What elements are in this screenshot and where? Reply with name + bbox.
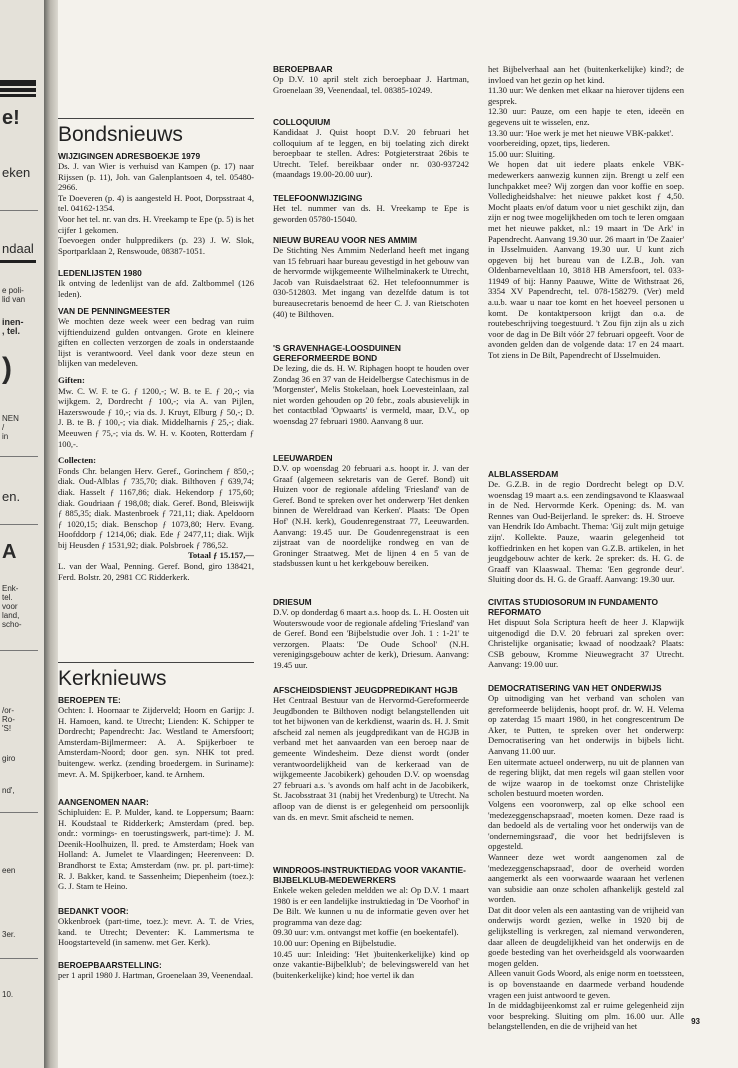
article-nieuw-bureau [273,235,469,319]
article-body: Op uitnodiging van het verband van scholen van gereformeerde belijdenis, hoopt prof. dr. W. H. Velema op zaterdag 15 maart 1980, in het congrescentrum De Aker, te Putten, te spreken over het onderwerp: Democratisering van het onderwijs in bijbels licht. Aanvang 11.00 uur. Een uitermate actueel onderwerp, nu uit de plannen van de regering blijkt, dat men regels wil gaan stellen voor de wijze waarop in de toekomst onze Christelijke scholen bestuurd moeten worden. Volgens een vooronwerp, zal op elke school een 'medezeggenschapsraad', moeten komen. Deze raad is dan bedoeld als de vertaling voor het onderwijs van de 'ondernemingsraad', die voor het bedrijfsleven is opgesteld. Wanneer deze wet wordt aangenomen zal de 'medezeggenschapsraad', door de overheid worden aangemerkt als een voorwaarde waaraan het verlenen van subsidie aan onze scholen afhankelijk gesteld zal worden. Dat dit door velen als een aantasting van de vrijheid van onderwijs wordt gezien, welke in 1920 bij de gelijkstelling is verkregen, zal niemand verwonderen, daar alleen de deugdelijkheid van het onderwijs en de goede besteding van het overheidsgeld als voorwaarden mogen gelden. Alleen vanuit Gods Woord, als enige norm en toetssteen, is op bovenstaande en daarmede verband houdende vragen een juist antwoord te geven. In de middagbijeenkomst zal er ruime gelegenheid zijn voor bespreking. Sluiting om plm. 16.00 uur. Alle belangstellenden, en die de vrijheid van het [488,693,684,1032]
article-body: Schipluiden: E. P. Mulder, kand. te Loppersum; Baarn: H. Koudstaal te Ridderkerk; Amsterdam (pred. bep. ondr.: vormings- en toerustingswerk, part-time): J. M. Deenik-Hoolhuizen, ll. pred. te Amsterdam; Hoek van Holland: A. Jumelet te Vlaardingen; Heerenveen: D. Brandhorst te Exta; Amsterdam (nw. pr. pl. part-time): R. J. Bakker, kand. te Sassenheim; Diepenheim (toez.): G. J. Stam te Heino. [58,807,254,892]
prev-divider [0,958,38,959]
prev-fragment: e poli- lid van [2,286,26,304]
prev-fragment: 3er. [2,930,16,939]
prev-fragment: inen- , tel. [2,317,24,336]
section-title-kerknieuws: Kerknieuws [58,667,167,690]
previous-page-fragment [0,0,44,1068]
article-body: het Bijbelverhaal aan het (buitenkerkelijke) kind?; de invloed van het gezin op het kind. 11.30 uur: We denken met elkaar na hierover tijdens een gesprek. 12.30 uur: Pauze, om een hapje te eten, ideeën en gegevens uit te wisselen, enz. 13.30 uur: 'Hoe werk je met het nieuwe VBK-pakket'. voorbereiding, opzet, tips, liederen. 15.00 uur: Sluiting. We hopen dat uit iedere plaats enkele VBK-medewerkers aanwezig kunnen zijn. Brengt u zelf een lunchpakket mee? Wij zorgen dan voor koffie en soep. Volledigheidshalve: het nieuwe pakket kost ƒ 4,50. Mocht plaats en/of datum voor u niet geschikt zijn, dan zijn er nog twee mogelijkheden om toch te leren omgaan met het nieuwe pakket, nl.: 19 maart in 'De Ark' in Papendrecht. Aanvang 19.30 uur. 26 maart in 'De Zaaier' in IJsselmuiden. Aanvang 19.30 uur. U kunt zich opgeven bij het bureau van de I.Z.B., Joh. van Oldenbarneveltlaan 10, 3818 HB Amersfoort, tel. 033-11949 of bij: Hanny Paauwe, Witte de Withstraat 26, 3354 XV Papendrecht, tel. 078-158279. (Ver) meld a.u.b. waar u naar toe komt en het hoeveel personen u komt. De kontaktpersoon krijgt dan o.a. de routebeschrijving toegestuurd. 't Zou fijn zijn als u zich voor de dag in De Bilt vóór 27 februari opgeeft. Voor de avonden gelden dan de volgende data: 17 en 24 maart. Tot ziens in De Bilt, Papendrecht of IJsselmuiden. [488,64,684,361]
article-aangenomen [58,797,254,892]
prev-divider [0,812,38,813]
treasurer-signature: L. van der Waal, Penning. Geref. Bond, giro 138421, Ferd. Bolstr. 20, 2981 CC Ridderkerk. [58,561,254,582]
article-heading: LEEUWARDEN [273,453,333,463]
magazine-page [58,0,738,1068]
prev-fragment: eken [2,165,31,180]
article-leeuwarden [273,453,469,569]
article-democratisering [488,683,684,1032]
article-beroepbaar [273,64,469,95]
article-body: D.V. op woensdag 20 februari a.s. hoopt ir. J. van der Graaf (algemeen sekretaris van de Geref. Bond) uit Huizen voor de regionale afdeling 'Friesland' van de Geref. Bond te spreken over het onderwerp 'Het denken binnen de Wereldraad van Kerken'. Plaats: 'De Open Hof' (N.H. kerk), Goudenregenstraat 77, Leeuwarden. Aanvang: 19.45 uur. De Goudenregenstraat is een zijstraat van de noordelijke rondweg en van de Groninger Straatweg. Met de lijnen 4 en 5 van de stadsbussen kunt u het kerkgebouw bereiken. [273,463,469,569]
giften-label: Giften: [58,374,85,385]
article-body: De. G.Z.B. in de regio Dordrecht belegt op D.V. woensdag 19 maart a.s. een zendingsavond te Klaaswaal in de Ned. Hervormde Kerk. Opening: ds. M. van Rennes van Oud-Beijerland. Ie spreker: ds. H. Stroeve van Hendrik Ido Ambacht. Thema: 'Gij zult mijn getuige zijn'. Kollekte. Pauze, waarin gelegenheid tot koffiedrinken en het kopen van G.Z.B. artikelen, in het jeugdgebouw achter de kerk. 2e spreker: ds. H. G. de Graaff van Klaaswaal. Thema: 'Een gegronde deur'. Sluiting door ds. H. G. de Graaff. Aanvang: 19.30 uur. [488,479,684,585]
prev-fragment: e! [2,107,20,129]
article-adresboekje [58,151,254,256]
article-body: Ik ontving de ledenlijst van de afd. Zaltbommel (126 leden). [58,278,254,299]
article-heading: DEMOCRATISERING VAN HET ONDERWIJS [488,683,662,693]
article-heading: BEDANKT VOOR: [58,906,129,916]
article-penningmeester [58,306,254,582]
giften-list: Mw. C. W. F. te G. ƒ 1200,-; W. B. te E. ƒ 20,-; via wijkgem. 2, Dordrecht ƒ 100,-; via A. van Pijlen, Hazerswoude ƒ 10,-; via ds. J. Kruyt, Elburg ƒ 50,-; D. J. B. te B. ƒ 100,-; via diak. Middelharnis ƒ 25,-; diak. Meeuwen ƒ 75,-; via ds. W. H. v. Kooten, Rotterdam ƒ 100,-. [58,385,254,449]
article-telefoonwijziging [273,193,469,224]
previous-page-band [0,94,36,97]
total-amount: Totaal ƒ 15.157,— [187,550,254,561]
article-heading: NIEUW BUREAU VOOR NES AMMIM [273,235,417,245]
article-heading: BEROEPEN TE: [58,695,121,705]
prev-fragment: ndaal [2,241,34,256]
article-heading: COLLOQUIUM [273,117,331,127]
article-heading: 'S GRAVENHAGE-LOOSDUINEN GEREFORMEERDE BOND [273,343,401,363]
article-windroos [273,865,469,980]
article-heading: WIJZIGINGEN ADRESBOEKJE 1979 [58,151,201,161]
prev-fragment: giro [2,754,16,763]
previous-page-band [0,88,36,92]
article-driesum [273,597,469,671]
article-body: Het dispuut Sola Scriptura heeft de heer J. Klapwijk uitgenodigd die D.V. 20 februari zal spreken over: Christelijke organisatie; kwaad of noodzaak? Plaats: CSB gebouw, Kromme Nieuwegracht 37 Utrecht. Aanvang: 19.00 uur. [488,617,684,670]
page-number: 93 [691,1017,700,1026]
article-heading: BEROEPBAARSTELLING: [58,960,162,970]
article-heading: ALBLASSERDAM [488,469,559,479]
prev-fragment: NEN / in [2,414,19,441]
article-windroos-continued [488,64,684,361]
article-body: De Stichting Nes Ammim Nederland heeft met ingang van 15 februari haar bureau gevestigd in het gebouw van de hervormde wijkgemeente Wilhelminakerk te Utrecht, Jacob van Ruisdaelstraat 62. Het telefoonnummer is 030-512803. Met ingang van dezelfde datum is tot bureausecretaris benoemd de heer C. J. van Rietschoten (40) te Bilthoven. [273,245,469,319]
article-heading: BEROEPBAAR [273,64,333,74]
article-body: Ds. J. van Wier is verhuisd van Kampen (p. 17) naar Rijssen (p. 11), Joh. van Galenplantsoen 4, tel. 05480-2966. Te Doeveren (p. 4) is aangesteld H. Poot, Dorpsstraat 4, tel. 04162-1354. Voor het tel. nr. van drs. H. Vreekamp te Epe (p. 5) is het cijfer 1 gekomen. Toevoegen onder hulppredikers (p. 23) J. W. Slok, Sportparklaan 2, Renswoude, 08387-1051. [58,161,254,256]
article-heading: VAN DE PENNINGMEESTER [58,306,170,316]
article-heading: AFSCHEIDSDIENST JEUGDPREDIKANT HGJB [273,685,458,695]
article-body: Het Centraal Bestuur van de Hervormd-Gereformeerde Jeugdbonden te Bilthoven nodigt belangstellenden uit tot het bijwonen van de kerkdienst, waarin ds. H. J. Smit afscheid zal nemen als jeugdpredikant van de HGJB in verband met het aanvaarden van een beroep naar de gemeente Windesheim. Deze dienst wordt (onder verantwoordelijkheid van de kerkeraad van de wijkgemeente Jacobikerk) gehouden D.V. op woensdag 27 februari a.s. 's avonds om half acht in de Jacobikerk, St. Jacobsstraat 31 (nabij het Vredenburg) te Utrecht. Na afloop van de dienst is er gelegenheid om persoonlijk van ds. en mevr. Smit afscheid te nemen. [273,695,469,822]
article-heading: LEDENLIJSTEN 1980 [58,268,142,278]
section-rule [58,662,254,663]
prev-divider [0,210,38,211]
article-heading: CIVITAS STUDIOSORUM IN FUNDAMENTO REFORMATO [488,597,658,617]
article-loosduinen [273,343,469,427]
article-body: Het tel. nummer van ds. H. Vreekamp te Epe is geworden 05780-15040. [273,203,469,224]
article-heading: WINDROOS-INSTRUKTIEDAG VOOR VAKANTIE-BIJBELKLUB-MEDEWERKERS [273,865,466,885]
article-body: D.V. op donderdag 6 maart a.s. hoop ds. L. H. Oosten uit Wouterswoude voor de regionale afdeling 'Friesland' van de Geref. Bond een 'Bijbelstudie over Joh. 1 : 1-21' te verzorgen. Plaats: 'De Oude School' (N.H. verenigingsgebouw achter de kerk), Driesum. Aanvang: 19.45 uur. [273,607,469,670]
article-beroepen [58,695,254,779]
article-beroepbaarstelling [58,960,254,981]
article-colloquium [273,117,469,180]
article-heading: AANGENOMEN NAAR: [58,797,149,807]
collecten-label: Collecten: [58,455,97,466]
prev-fragment: A [2,541,17,563]
article-body: Ochten: I. Hoornaar te Zijderveld; Hoorn en Garijp: J. H. Hamoen, kand. te Utrecht; Lienden: K. Schipper te Dordrecht; Papendrecht: Jac. Westland te Amersfoort; Amsterdam-Bijlmermeer: A. A. Spijkerboer te Amsterdam-Noord; door gen. syn. NHK tot pred. buitengew. werkz. (zending broedergem. in Suriname): mevr. A. M. Spijkerboer, kand. te Arnhem. [58,705,254,779]
prev-divider [0,650,38,651]
previous-page-band [0,260,36,263]
collecten-list: Fonds Chr. belangen Herv. Geref., Gorinchem ƒ 850,-; diak. Oud-Alblas ƒ 735,70; diak. Bilthoven ƒ 639,74; diak. Hasselt ƒ 1167,86; diak. Hekendorp ƒ 175,60; diak. Goudriaan ƒ 198,08; diak. Geref. Bond, Bleiswijk ƒ 885,35; diak. Mastenbroek ƒ 721,11; diak. Apeldoorn ƒ 1020,15; diak. Benschop ƒ 1073,80; Herv. Evang. Hoofddorp ƒ 1214,06; diak. Ede ƒ 2477,11; diak. Wijk bij Heusden ƒ 1531,92; diak. Polsbroek ƒ 786,52. [58,465,254,550]
section-rule [58,118,254,119]
prev-fragment: nd', [2,786,15,795]
prev-fragment: /or- Ro- 'S! [2,706,15,733]
article-body: Kandidaat J. Quist hoopt D.V. 20 februari het colloquium af te leggen, en bij toelating zich direkt beroepbaar te stellen. Adres: Potgieterstraat 26bis te Utrecht. Telef. bereikbaar onder nr. 030-937242 (maandags 19.00-20.00 uur). [273,127,469,180]
binding-gutter [44,0,58,1068]
article-afscheidsdienst [273,685,469,822]
article-civitas [488,597,684,670]
article-bedankt [58,906,254,948]
prev-fragment: een [2,866,16,875]
prev-divider [0,456,38,457]
article-body: We mochten deze week weer een bedrag van ruim vijftienduizend gulden ontvangen. Grote en kleinere giften en collecten verzorgen de zoals in onderstaande lijst is verantwoord. Veel dank voor deze steun en blijken van medeleven. [58,316,254,369]
article-heading: TELEFOONWIJZIGING [273,193,363,203]
previous-page-band [0,80,36,86]
article-heading: DRIESUM [273,597,312,607]
prev-fragment: Enk- tel. voor land, scho- [2,584,22,629]
article-alblasserdam [488,469,684,585]
prev-fragment: en. [2,489,21,504]
article-ledenlijsten [58,268,254,299]
section-title-bondsnieuws: Bondsnieuws [58,123,183,146]
article-body: Okkenbroek (part-time, toez.): mevr. A. T. de Vries, kand. te Utrecht; Deventer: K. Lammertsma te Hoogstarteveld (in samenw. met Ger. Kerk). [58,916,254,948]
prev-fragment: 10. [2,990,14,999]
article-body: Op D.V. 10 april stelt zich beroepbaar J. Hartman, Groenelaan 39, Veenendaal, tel. 08385-10249. [273,74,469,95]
prev-divider [0,524,38,525]
prev-fragment: ) [2,352,12,385]
article-body: per 1 april 1980 J. Hartman, Groenelaan 39, Veenendaal. [58,970,254,980]
article-body: Enkele weken geleden meldden we al: Op D.V. 1 maart 1980 is er een landelijke instruktiedag in 'De Voorhof' in De Bilt. We kunnen u nu de informatie geven over het programma van deze dag: 09.30 uur: v.m. ontvangst met koffie (en boekentafel). 10.00 uur: Opening en Bijbelstudie. 10.45 uur: Inleiding: 'Het )buitenkerkelijke) kind op onze vakantie-Bijbelklub'; de belevingswereld van het (buitenkerkelijke) kind; hoe vertel ik dan [273,885,469,980]
article-body: De lezing, die ds. H. W. Riphagen hoopt te houden over Zondag 36 en 37 van de Heidelbergse Catechismus in de 'Morgenster', Melis Stokelaan, hoek Loevesteinlaan, zal niet worden gehouden op 20 febr., zoals abusievelijk in het contactblad 'Opwaarts' is vermeld, maar, D.V., op woensdag 27 februari 1980. Aanvang 8 uur. [273,363,469,426]
